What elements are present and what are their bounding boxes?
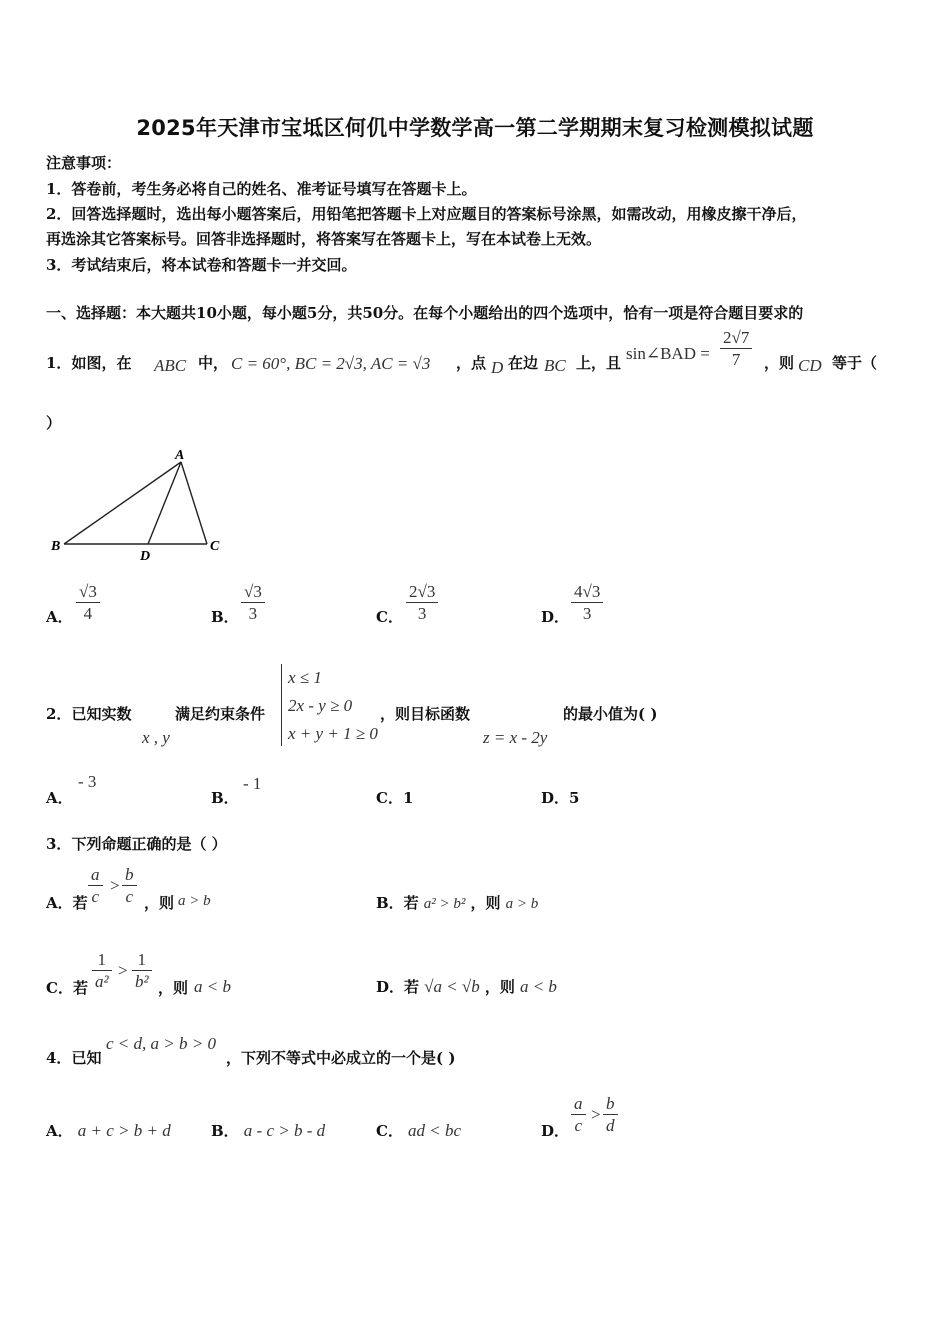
- q4-condition: c < d, a > b > 0: [106, 1034, 216, 1053]
- q2-option-c[interactable]: C．1: [376, 789, 414, 807]
- fraction-a-over-c: $\frac{a}{c}$: [88, 865, 103, 908]
- vertex-label-b: B: [51, 539, 61, 554]
- side-ac: [181, 462, 207, 544]
- q3-option-d[interactable]: D．若 √a < √b ，则 a < b: [376, 977, 557, 996]
- q4-option-a[interactable]: A． a + c > b + d: [46, 1121, 171, 1140]
- fraction-a-over-c: $\frac{a}{c}$: [571, 1094, 586, 1137]
- notice-heading: 注意事项：: [46, 154, 122, 172]
- q1-option-c[interactable]: $\frac{2√3}{3}$: [406, 582, 438, 625]
- option-label: B．: [211, 608, 239, 626]
- page-title: 2025年天津市宝坻区何仉中学数学高一第二学期期末复习检测模拟试题: [136, 116, 814, 140]
- q2-text: 满足约束条件: [175, 705, 266, 723]
- q1-text: 等于（: [832, 354, 878, 372]
- q4-stem: 4．已知: [46, 1049, 102, 1067]
- q1-sin-fraction: $\frac{2√7}{7}$: [720, 328, 752, 371]
- q1-cd: CD: [798, 356, 822, 375]
- q2-option-d[interactable]: D．5: [541, 789, 580, 807]
- q1-text: 在边: [508, 354, 539, 372]
- q3-option-b[interactable]: B．若 a² > b² ，则 a > b: [376, 894, 539, 912]
- section-heading: 一、选择题：本大题共10小题，每小题5分，共50分。在每个小题给出的四个选项中，恰有一项是符合题目要求的: [46, 304, 804, 322]
- q1-option-d[interactable]: $\frac{4√3}{3}$: [571, 582, 603, 625]
- q2-option-a[interactable]: - 3: [78, 772, 97, 791]
- q1-option-b[interactable]: $\frac{√3}{3}$: [241, 582, 265, 625]
- fraction-b-over-c: $\frac{b}{c}$: [122, 865, 137, 908]
- q3-stem: 3．下列命题正确的是（ ）: [46, 835, 227, 853]
- q1-text: 中，: [198, 354, 229, 372]
- q1-sin: sin∠BAD =: [626, 344, 710, 363]
- vertex-label-d: D: [140, 549, 151, 564]
- question-number: 2．: [46, 705, 72, 723]
- q1-close-paren: ）: [46, 414, 62, 432]
- q4-text: ，下列不等式中必成立的一个是( ): [226, 1049, 456, 1067]
- q4-option-b[interactable]: B． a - c > b - d: [211, 1121, 326, 1140]
- q1-point-d: D: [491, 358, 504, 377]
- q2-constraint-system: [281, 664, 378, 746]
- triangle-figure: [46, 440, 236, 568]
- q2-text: ，则目标函数: [380, 705, 471, 723]
- q1-stem: 1．如图，在: [46, 354, 132, 372]
- vertex-label-a: A: [175, 448, 185, 463]
- q2-text: 的最小值为( ): [563, 705, 658, 723]
- option-label: A．: [46, 789, 73, 807]
- side-ab: [64, 462, 181, 544]
- q1-triangle: ABC: [154, 356, 187, 375]
- notice-item: 再选涂其它答案标号。回答非选择题时，将答案写在答题卡上，写在本试卷上无效。: [46, 230, 602, 248]
- constraint: x ≤ 1: [288, 668, 322, 687]
- constraint: 2x - y ≥ 0: [288, 696, 353, 715]
- q2-option-b[interactable]: - 1: [243, 774, 262, 793]
- q4-option-c[interactable]: C． ad < bc: [376, 1121, 462, 1140]
- question-number: 3．: [46, 835, 72, 853]
- q2-variables: x , y: [142, 728, 170, 747]
- notice-item: 2．回答选择题时，选出每小题答案后，用铅笔把答题卡上对应题目的答案标号涂黑，如需改动，用橡皮擦干净后，: [46, 205, 807, 223]
- fraction-b-over-d: $\frac{b}{d}$: [603, 1094, 618, 1137]
- fraction-1-over-b2: $\frac{1}{\text{b²}}$: [132, 950, 152, 993]
- q1-option-a[interactable]: $\frac{√3}{4}$: [76, 582, 100, 625]
- option-label: D．: [541, 608, 570, 626]
- constraint: x + y + 1 ≥ 0: [288, 724, 378, 743]
- q2-objective: z = x - 2y: [483, 728, 548, 747]
- option-label: A．: [46, 608, 73, 626]
- q1-text: ，点: [456, 354, 487, 372]
- option-label: B．: [211, 789, 239, 807]
- fraction-1-over-a2: $\frac{1}{\text{a²}}$: [92, 950, 112, 993]
- question-number: 4．: [46, 1049, 72, 1067]
- q1-conditions: C = 60°, BC = 2√3, AC = √3: [231, 354, 431, 373]
- notice-item: 1．答卷前，考生务必将自己的姓名、准考证号填写在答题卡上。: [46, 180, 477, 198]
- option-label: C．: [376, 608, 403, 626]
- q1-text: 上，且: [576, 354, 622, 372]
- vertex-label-c: C: [210, 539, 220, 554]
- q1-text: ，则: [764, 354, 795, 372]
- notice-item: 3．考试结束后，将本试卷和答题卡一并交回。: [46, 256, 357, 274]
- q2-stem: 2．已知实数: [46, 705, 132, 723]
- q1-side-bc: BC: [544, 356, 566, 375]
- question-number: 1．: [46, 354, 72, 372]
